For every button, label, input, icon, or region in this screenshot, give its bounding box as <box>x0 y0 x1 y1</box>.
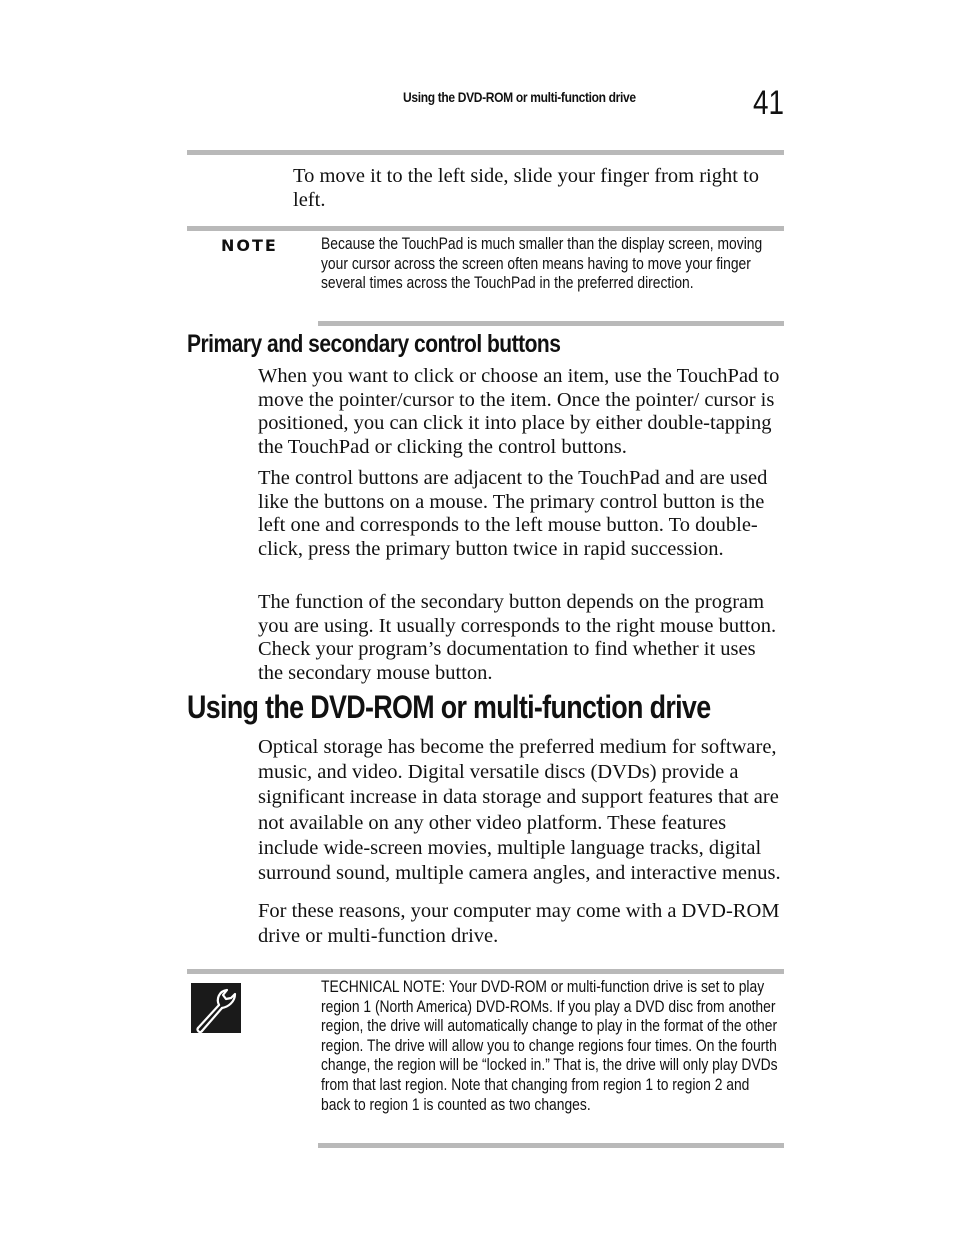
note-text: Because the TouchPad is much smaller than the display screen, moving your cursor across the screen often means having to move your finger several times across the TouchPad in the preferred direction. <box>321 235 763 293</box>
note-bottom-divider <box>318 321 784 326</box>
buttons-paragraph-3: The function of the secondary button depends on the program you are using. It usually corresponds to the right mouse button. Check your program’s documentation to find whether it uses the secondary mouse button. <box>258 591 777 684</box>
intro-paragraph: To move it to the left side, slide your finger from right to left. <box>293 165 759 211</box>
wrench-icon <box>191 983 241 1033</box>
page-number: 41 <box>753 84 785 122</box>
tech-note-bottom-divider <box>318 1143 784 1148</box>
note-label: NOTE <box>221 236 278 255</box>
buttons-paragraph-2: The control buttons are adjacent to the TouchPad and are used like the buttons on a mouse. The primary control button is the left one and corresponds to the left mouse button. To double-click, press the primary button twice in rapid succession. <box>258 467 768 560</box>
dvd-paragraph-2: For these reasons, your computer may come with a DVD-ROM drive or multi-function drive. <box>258 900 780 948</box>
section-heading-control-buttons: Primary and secondary control buttons <box>187 330 561 358</box>
note-top-divider <box>187 226 784 231</box>
running-header-title: Using the DVD-ROM or multi-function drive <box>403 89 636 105</box>
tech-note-text: TECHNICAL NOTE: Your DVD-ROM or multi-function drive is set to play region 1 (North America) DVD-ROMs. If you play a DVD disc from another region, the drive will automatically change to play in the format of the other region. The drive will allow you to change regions four times. On the fourth change, the region will be “locked in.” That is, the drive will only play DVDs from that last region. Note that changing from region 1 to region 2 and back to region 1 is counted as two changes. <box>321 978 778 1114</box>
buttons-paragraph-1: When you want to click or choose an item, use the TouchPad to move the pointer/cursor to the item. Once the pointer/ cursor is positioned, you can click it into place by either double-tapping the TouchPad or clicking the control buttons. <box>258 365 780 458</box>
section-heading-dvd-drive: Using the DVD-ROM or multi-function drive <box>187 689 711 725</box>
tech-note-top-divider <box>187 969 784 974</box>
dvd-paragraph-1: Optical storage has become the preferred medium for software, music, and video. Digital versatile discs (DVDs) provide a significant increase in data storage and support features that are not available on any other video platform. These features include wide-screen movies, multiple language tracks, digital surround sound, multiple camera angles, and interactive menus. <box>258 736 781 885</box>
header-divider <box>187 150 784 155</box>
